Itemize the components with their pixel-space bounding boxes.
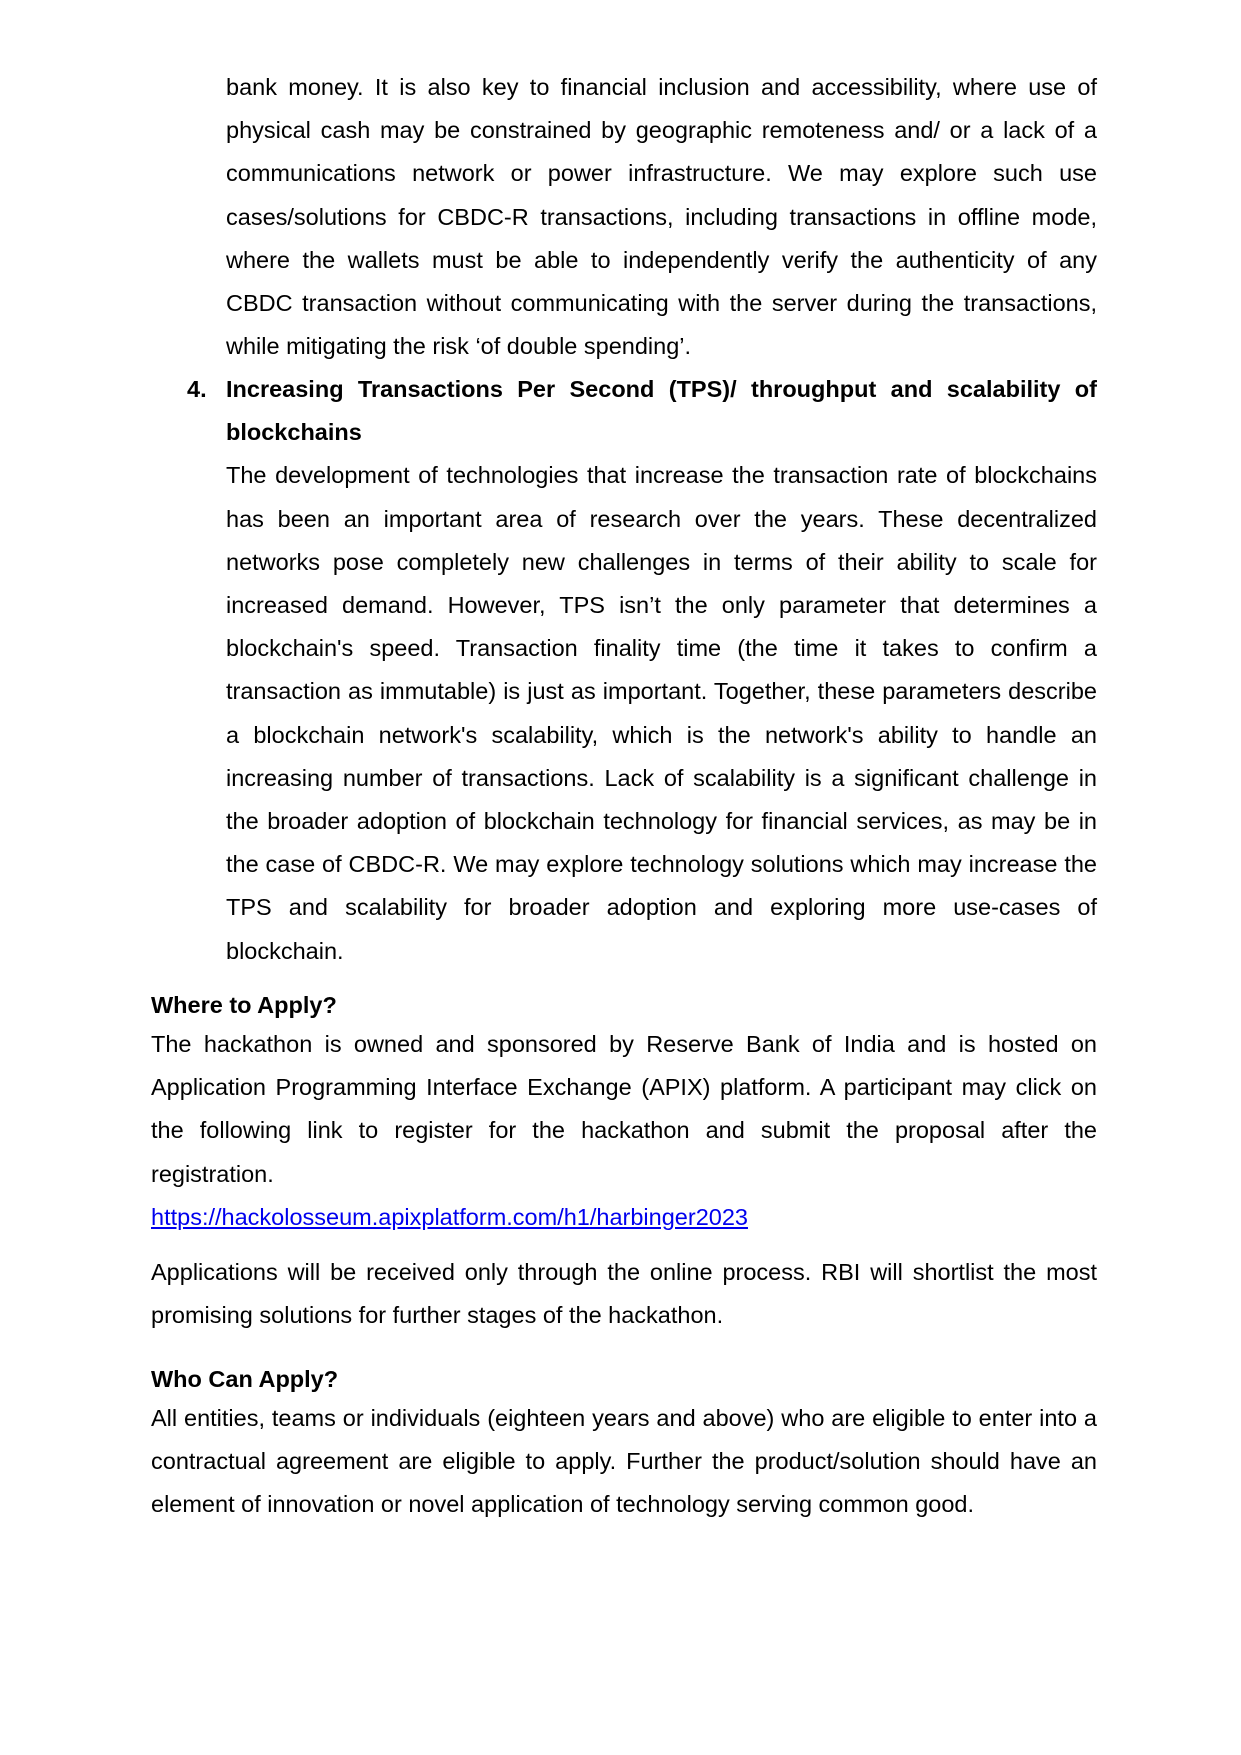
list-item-body — [226, 368, 1097, 973]
continued-paragraph: bank money. It is also key to financial inclusion and accessibility, where use of physical cash may be constrained by geographic remoteness and/ or a lack of a communications network or power infrastructure. We may explore such use cases/solutions for CBDC-R transactions, including transactions in offline mode, where the wallets must be able to independently verify the authenticity of any CBDC transaction without communicating with the server during the transactions, while mitigating the risk ‘of double spending’. — [226, 74, 1097, 360]
where-to-apply-paragraph: The hackathon is owned and sponsored by Reserve Bank of India and is hosted on Application Programming Interface Exchange (APIX) platform. A participant may click on the following link to register for the hackathon and submit the proposal after the registration. — [151, 1031, 1097, 1187]
who-can-apply-paragraph: All entities, teams or individuals (eighteen years and above) who are eligible to enter into a contractual agreement are eligible to apply. Further the product/solution should have an element of innovation or novel application of technology serving common good. — [151, 1405, 1097, 1518]
applications-note-paragraph: Applications will be received only through the online process. RBI will shortlist the most promising solutions for further stages of the hackathon. — [151, 1259, 1097, 1329]
where-to-apply-heading: Where to Apply? — [151, 992, 337, 1018]
list-item-heading: Increasing Transactions Per Second (TPS)/ throughput and scalability of blockchains — [226, 376, 1097, 446]
list-number: 4. — [187, 376, 207, 402]
who-can-apply-heading: Who Can Apply? — [151, 1366, 339, 1392]
registration-link[interactable]: https://hackolosseum.apixplatform.com/h1/harbinger2023 — [151, 1204, 748, 1230]
list-item-paragraph: The development of technologies that increase the transaction rate of blockchains has been an important area of research over the years. These decentralized networks pose completely new challenges in terms of their ability to scale for increased demand. However, TPS isn’t the only parameter that determines a blockchain's speed. Transaction finality time (the time it takes to confirm a transaction as immutable) is just as important. Together, these parameters describe a blockchain network's scalability, which is the network's ability to handle an increasing number of transactions. Lack of scalability is a significant challenge in the broader adoption of blockchain technology for financial services, as may be in the case of CBDC-R. We may explore technology solutions which may increase the TPS and scalability for broader adoption and exploring more use-cases of blockchain. — [226, 462, 1097, 964]
